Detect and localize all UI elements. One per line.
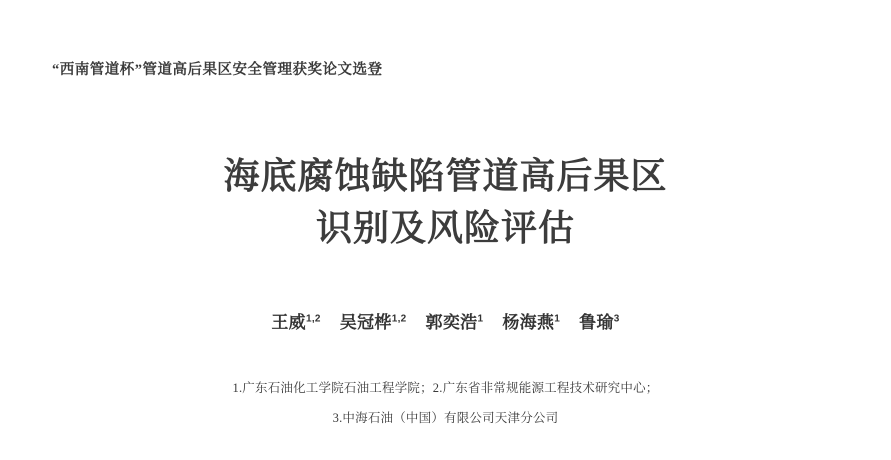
author-affiliation-marker: 1,2 (391, 313, 407, 325)
page-title (0, 150, 891, 254)
author-list (0, 308, 891, 333)
author-affiliation-marker: 3 (613, 313, 620, 325)
author-name: 杨海燕 (502, 313, 555, 332)
author-affiliation-marker: 1,2 (305, 313, 321, 325)
author-entry (502, 313, 560, 332)
author-entry (340, 313, 407, 332)
series-header: “西南管道杯”管道高后果区安全管理获奖论文选登 (52, 62, 383, 78)
author-name: 郭奕浩 (425, 313, 478, 332)
author-affiliation-marker: 1 (477, 313, 484, 325)
author-affiliation-marker: 1 (554, 313, 561, 325)
title-line-1: 海底腐蚀缺陷管道高后果区 (223, 155, 668, 196)
affiliation-line-2: 3.中海石油（中国）有限公司天津分公司 (332, 411, 559, 425)
title-line-2: 识别及风险评估 (315, 207, 575, 248)
affiliation-line-1: 1.广东石油化工学院石油工程学院；2.广东省非常规能源工程技术研究中心； (232, 381, 659, 395)
author-name: 吴冠桦 (339, 313, 392, 332)
author-entry (426, 313, 484, 332)
author-entry (579, 313, 619, 332)
author-entry (271, 313, 320, 332)
author-name: 鲁瑜 (579, 313, 614, 332)
author-name: 王威 (271, 313, 306, 332)
